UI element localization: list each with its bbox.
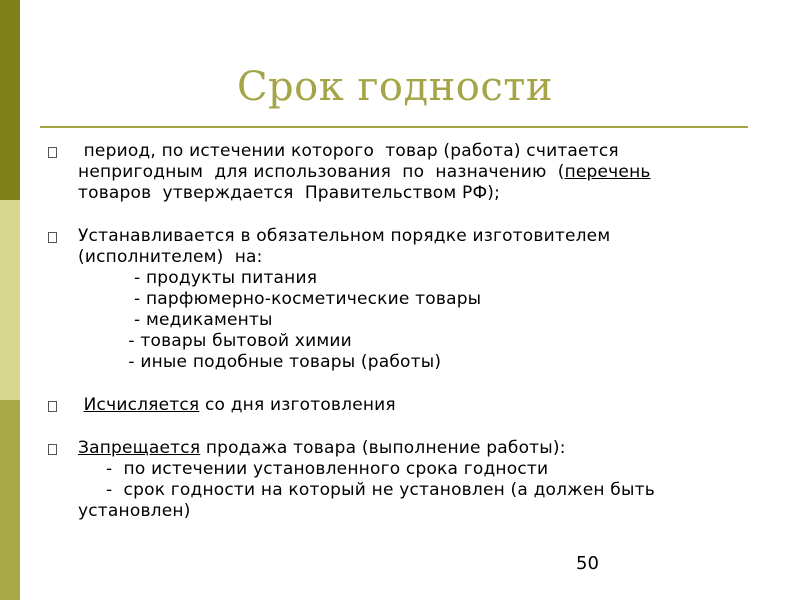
bullet-box-icon — [48, 147, 57, 158]
underlined-term: Запрещается — [78, 438, 201, 458]
bullet-line: Исчисляется со дня изготовления — [83, 395, 396, 415]
bullet-line: непригодным для использования по назначению (перечень — [78, 162, 651, 182]
bullet-line: Запрещается продажа товара (выполнение работы): — [78, 438, 566, 458]
bullet-line: Устанавливается в обязательном порядке изготовителем — [78, 226, 611, 246]
sub-item: - срок годности на который не установлен (а должен быть — [78, 480, 655, 500]
bullet-line: товаров утверждается Правительством РФ); — [78, 183, 501, 203]
bullet-definition — [48, 141, 748, 204]
bullet-list — [48, 141, 748, 522]
bullet-line: установлен) — [78, 501, 191, 521]
sub-item: - парфюмерно-косметические товары — [78, 289, 482, 309]
sub-item: - товары бытовой химии — [78, 331, 352, 351]
sub-item: - по истечении установленного срока годности — [78, 459, 549, 479]
sidebar-segment-middle — [0, 200, 20, 400]
sub-item: - медикаменты — [78, 310, 273, 330]
title-underline — [40, 126, 748, 128]
sidebar-accent — [0, 0, 20, 600]
underlined-term: Исчисляется — [83, 395, 200, 415]
bullet-box-icon — [48, 444, 57, 455]
underlined-term: перечень — [564, 162, 651, 182]
sidebar-segment-bottom — [0, 400, 20, 600]
slide-title: Срок годности — [236, 64, 554, 110]
bullet-box-icon — [48, 232, 57, 243]
page-number: 50 — [576, 553, 599, 574]
bullet-box-icon — [48, 401, 57, 412]
sub-item: - иные подобные товары (работы) — [78, 352, 442, 372]
sidebar-segment-top — [0, 0, 20, 200]
bullet-line: период, по истечении которого товар (работа) считается — [78, 141, 619, 161]
sub-item: - продукты питания — [78, 268, 318, 288]
bullet-prohibited — [48, 438, 748, 522]
bullet-line: (исполнителем) на: — [78, 247, 263, 267]
bullet-established — [48, 226, 748, 373]
bullet-calculated — [48, 395, 748, 416]
